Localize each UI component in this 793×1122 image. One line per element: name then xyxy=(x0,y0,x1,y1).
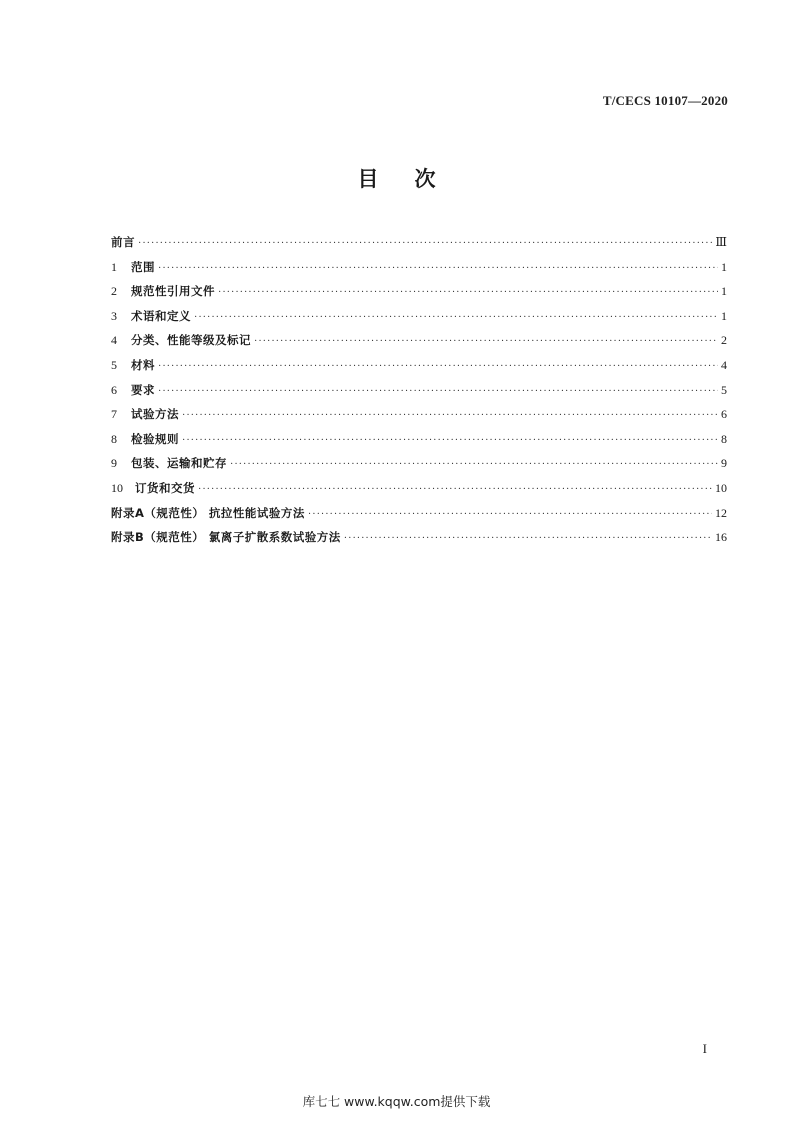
toc-entry-number: 7 xyxy=(111,407,117,422)
toc-entry-10[interactable] xyxy=(111,476,727,501)
toc-entry-6[interactable] xyxy=(111,378,727,403)
footer-download-note: 库七七 www.kqqw.com提供下载 xyxy=(302,1094,491,1109)
toc-entry-label: 术语和定义 xyxy=(131,308,191,323)
toc-leader-dots xyxy=(230,453,718,478)
toc-entry-page: 1 xyxy=(721,284,727,299)
toc-entry-label: 前言 xyxy=(111,235,135,249)
toc-entry-page: 6 xyxy=(721,407,727,422)
toc-leader-dots xyxy=(198,478,712,503)
toc-entry-page: 4 xyxy=(721,357,727,372)
toc-entry-label: 包装、运输和贮存 xyxy=(131,456,227,471)
toc-entry-5[interactable] xyxy=(111,353,727,378)
toc-leader-dots xyxy=(254,330,718,355)
toc-entry-label: 试验方法 xyxy=(131,407,179,422)
toc-entry-label: 分类、性能等级及标记 xyxy=(131,333,251,348)
toc-entry-page: 12 xyxy=(715,505,727,520)
toc-leader-dots xyxy=(158,257,718,282)
toc-leader-dots xyxy=(344,527,712,552)
toc-entry-appendix-a[interactable] xyxy=(111,501,727,526)
toc-entry-1[interactable] xyxy=(111,255,727,280)
toc-entry-8[interactable] xyxy=(111,427,727,452)
toc-leader-dots xyxy=(218,281,718,306)
toc-leader-dots xyxy=(158,380,718,405)
toc-entry-label: 订货和交货 xyxy=(135,480,195,495)
toc-entry-preface[interactable] xyxy=(111,230,727,255)
toc-entry-page: 1 xyxy=(721,308,727,323)
toc-entry-number: 4 xyxy=(111,333,117,348)
toc-entry-page: 9 xyxy=(721,456,727,471)
toc-entry-label: 附录B（规范性） 氯离子扩散系数试验方法 xyxy=(111,530,341,545)
toc-leader-dots xyxy=(138,232,712,257)
toc-entry-2[interactable] xyxy=(111,279,727,304)
page-number: I xyxy=(702,1041,707,1056)
table-of-contents xyxy=(111,230,727,550)
toc-title-part1: 目 xyxy=(357,167,379,191)
toc-title-part2: 次 xyxy=(414,167,436,191)
toc-entry-appendix-b[interactable] xyxy=(111,525,727,550)
toc-entry-page: 10 xyxy=(715,480,727,495)
toc-entry-number: 10 xyxy=(111,480,123,495)
toc-leader-dots xyxy=(308,503,712,528)
toc-leader-dots xyxy=(158,355,718,380)
toc-leader-dots xyxy=(182,404,718,429)
standard-code: T/CECS 10107—2020 xyxy=(602,93,728,108)
toc-entry-page: 8 xyxy=(721,431,727,446)
toc-entry-number: 2 xyxy=(111,284,117,299)
toc-entry-page: 16 xyxy=(715,530,727,545)
toc-entry-label: 附录A（规范性） 抗拉性能试验方法 xyxy=(111,505,305,520)
toc-entry-page: 1 xyxy=(721,259,727,274)
toc-entry-page: Ⅲ xyxy=(715,235,727,249)
toc-leader-dots xyxy=(182,429,718,454)
toc-entry-number: 6 xyxy=(111,382,117,397)
toc-entry-number: 9 xyxy=(111,456,117,471)
toc-entry-7[interactable] xyxy=(111,402,727,427)
toc-entry-number: 3 xyxy=(111,308,117,323)
toc-entry-label: 检验规则 xyxy=(131,431,179,446)
toc-entry-number: 5 xyxy=(111,357,117,372)
toc-entry-page: 5 xyxy=(721,382,727,397)
toc-entry-label: 材料 xyxy=(131,357,155,372)
toc-title xyxy=(0,163,793,193)
toc-entry-number: 1 xyxy=(111,259,117,274)
toc-entry-label: 规范性引用文件 xyxy=(131,284,215,299)
toc-entry-label: 要求 xyxy=(131,382,155,397)
toc-entry-3[interactable] xyxy=(111,304,727,329)
toc-entry-label: 范围 xyxy=(131,259,155,274)
toc-leader-dots xyxy=(194,306,718,331)
toc-entry-page: 2 xyxy=(721,333,727,348)
toc-entry-4[interactable] xyxy=(111,328,727,353)
toc-entry-9[interactable] xyxy=(111,451,727,476)
toc-entry-number: 8 xyxy=(111,431,117,446)
